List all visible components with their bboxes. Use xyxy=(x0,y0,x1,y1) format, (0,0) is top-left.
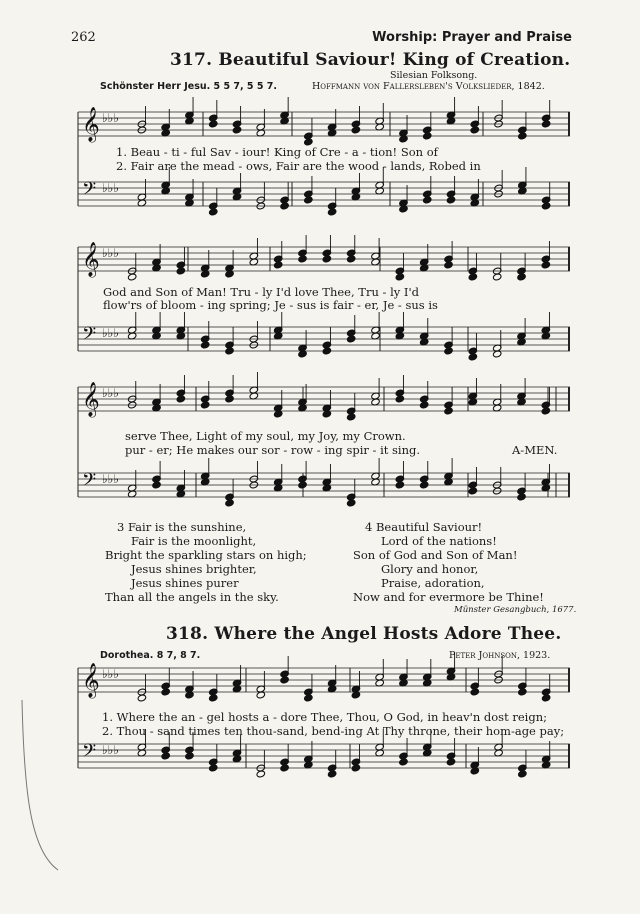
notehead xyxy=(273,261,282,269)
section-heading: Worship: Prayer and Praise xyxy=(372,30,572,45)
hymn-318-verse-2: 2. Thou - sand times ten thou-sand, bend-ing At Thy throne, their hom-age pay; xyxy=(102,724,565,738)
hymn-317-stanza-3 xyxy=(105,520,307,604)
notehead xyxy=(346,413,355,421)
hymn-317-s3-verse-1: serve Thee, Light of my soul, my Joy, my Crown. xyxy=(125,429,406,443)
treble-clef-icon: 𝄞 xyxy=(82,107,100,142)
notehead xyxy=(346,335,355,343)
page-number: 262 xyxy=(71,30,96,45)
bass-clef-icon: 𝄢 xyxy=(82,179,97,204)
hymn-317-stanza-4 xyxy=(351,520,544,604)
treble-clef-icon: 𝄞 xyxy=(82,663,100,698)
stanza-line: 3 Fair is the sunshine, xyxy=(117,520,247,534)
notehead xyxy=(304,196,313,204)
notehead xyxy=(541,120,550,128)
notehead xyxy=(225,499,234,507)
treble-clef-icon: 𝄞 xyxy=(82,382,100,417)
notehead xyxy=(280,764,289,772)
stanza-line: Praise, adoration, xyxy=(381,576,485,590)
stanza-line: Son of God and Son of Man! xyxy=(353,548,518,562)
notehead xyxy=(137,694,146,702)
notehead xyxy=(444,347,453,355)
notehead xyxy=(541,694,550,702)
notehead xyxy=(209,120,218,128)
notehead xyxy=(327,770,336,778)
stanza-line: Fair is the moonlight, xyxy=(131,534,257,548)
flat-icon: ♭♭♭ xyxy=(102,472,119,486)
stanza-line: 4 Beautiful Saviour! xyxy=(365,520,483,534)
flat-icon: ♭♭♭ xyxy=(102,111,119,125)
notehead xyxy=(298,255,307,263)
hymn-318-composer: Peter Johnson, 1923. xyxy=(449,650,551,661)
notehead xyxy=(518,688,527,696)
hymn-317-source-1: Silesian Folksong. xyxy=(390,70,478,81)
notehead xyxy=(468,353,477,361)
hymn-318-verse-1: 1. Where the an - gel hosts a - dore Thee, Thou, O God, in heav'n dost reign; xyxy=(102,710,547,724)
notehead xyxy=(346,499,355,507)
notehead xyxy=(256,770,265,778)
flat-icon: ♭♭♭ xyxy=(102,386,119,400)
notehead xyxy=(470,126,479,134)
notehead xyxy=(200,401,209,409)
stanza-line: Bright the sparkling stars on high; xyxy=(105,548,307,562)
notehead xyxy=(346,255,355,263)
notehead xyxy=(304,694,313,702)
notehead xyxy=(492,273,501,281)
notehead xyxy=(419,401,428,409)
notehead xyxy=(395,395,404,403)
notehead xyxy=(209,764,218,772)
stanza-line: Now and for evermore be Thine! xyxy=(353,590,544,604)
hymn-318-title: 318. Where the Angel Hosts Adore Thee. xyxy=(166,624,562,644)
stanza-line: Jesus shines purer xyxy=(131,576,239,590)
hymn-317-source-2: Hoffmann von Fallersleben's Volkslieder, 1842. xyxy=(312,81,545,92)
stanza-line: Than all the angels in the sky. xyxy=(105,590,279,604)
notehead xyxy=(419,481,428,489)
notehead xyxy=(517,493,526,501)
hymn-317-tune: Schönster Herr Jesu. 5 5 7, 5 5 7. xyxy=(100,81,277,92)
notehead xyxy=(444,407,453,415)
stanza-line: Jesus shines brighter, xyxy=(131,562,257,576)
notehead xyxy=(225,395,234,403)
flat-icon: ♭♭♭ xyxy=(102,181,119,195)
notehead xyxy=(518,132,527,140)
hymn-317-s2-verse-1: God and Son of Man! Tru - ly I'd love Thee, Tru - ly I'd xyxy=(103,285,419,299)
notehead xyxy=(444,261,453,269)
notehead xyxy=(351,126,360,134)
notehead xyxy=(225,347,234,355)
notehead xyxy=(541,202,550,210)
notehead xyxy=(468,487,477,495)
notehead xyxy=(322,347,331,355)
notehead xyxy=(322,255,331,263)
notehead xyxy=(327,208,336,216)
notehead xyxy=(209,208,218,216)
notehead xyxy=(399,758,408,766)
notehead xyxy=(517,273,526,281)
notehead xyxy=(232,126,241,134)
hymn-317-amen: A-MEN. xyxy=(512,443,558,457)
notehead xyxy=(185,752,194,760)
notehead xyxy=(280,202,289,210)
stanza-line: Lord of the nations! xyxy=(381,534,497,548)
notehead xyxy=(280,676,289,684)
notehead xyxy=(161,688,170,696)
hymn-317-credit: Münster Gesangbuch, 1677. xyxy=(454,605,577,615)
notehead xyxy=(446,758,455,766)
notehead xyxy=(541,407,550,415)
notehead xyxy=(518,770,527,778)
notehead xyxy=(395,273,404,281)
hymn-318-tune: Dorothea. 8 7, 8 7. xyxy=(100,650,201,661)
hymn-317-s2-verse-2: flow'rs of bloom - ing spring; Je - sus is fair - er, Je - sus is xyxy=(103,298,438,312)
notehead xyxy=(176,395,185,403)
bass-clef-icon: 𝄢 xyxy=(82,741,97,766)
flat-icon: ♭♭♭ xyxy=(102,246,119,260)
notehead xyxy=(446,196,455,204)
notehead xyxy=(351,764,360,772)
notehead xyxy=(468,273,477,281)
hymn-317-s1-verse-2: 2. Fair are the mead - ows, Fair are the wood - lands, Robed in xyxy=(116,159,481,173)
notehead xyxy=(395,481,404,489)
notehead xyxy=(541,261,550,269)
stanza-line: Glory and honor, xyxy=(381,562,479,576)
hymn-317-title: 317. Beautiful Saviour! King of Creation. xyxy=(170,50,571,70)
notehead xyxy=(423,196,432,204)
hymn-317-s3-verse-2: pur - er; He makes our sor - row - ing spir - it sing. xyxy=(125,443,421,457)
notehead xyxy=(176,267,185,275)
flat-icon: ♭♭♭ xyxy=(102,326,119,340)
treble-clef-icon: 𝄞 xyxy=(82,242,100,277)
flat-icon: ♭♭♭ xyxy=(102,743,119,757)
notehead xyxy=(423,132,432,140)
notehead xyxy=(298,481,307,489)
notehead xyxy=(161,752,170,760)
flat-icon: ♭♭♭ xyxy=(102,667,119,681)
bass-clef-icon: 𝄢 xyxy=(82,470,97,495)
notehead xyxy=(470,688,479,696)
notehead xyxy=(209,694,218,702)
hymn-317-s1-verse-1: 1. Beau - ti - ful Sav - iour! King of Cre - a - tion! Son of xyxy=(116,145,438,159)
notehead xyxy=(200,341,209,349)
page-edge xyxy=(0,700,60,914)
notehead xyxy=(127,273,136,281)
bass-clef-icon: 𝄢 xyxy=(82,324,97,349)
notehead xyxy=(152,481,161,489)
